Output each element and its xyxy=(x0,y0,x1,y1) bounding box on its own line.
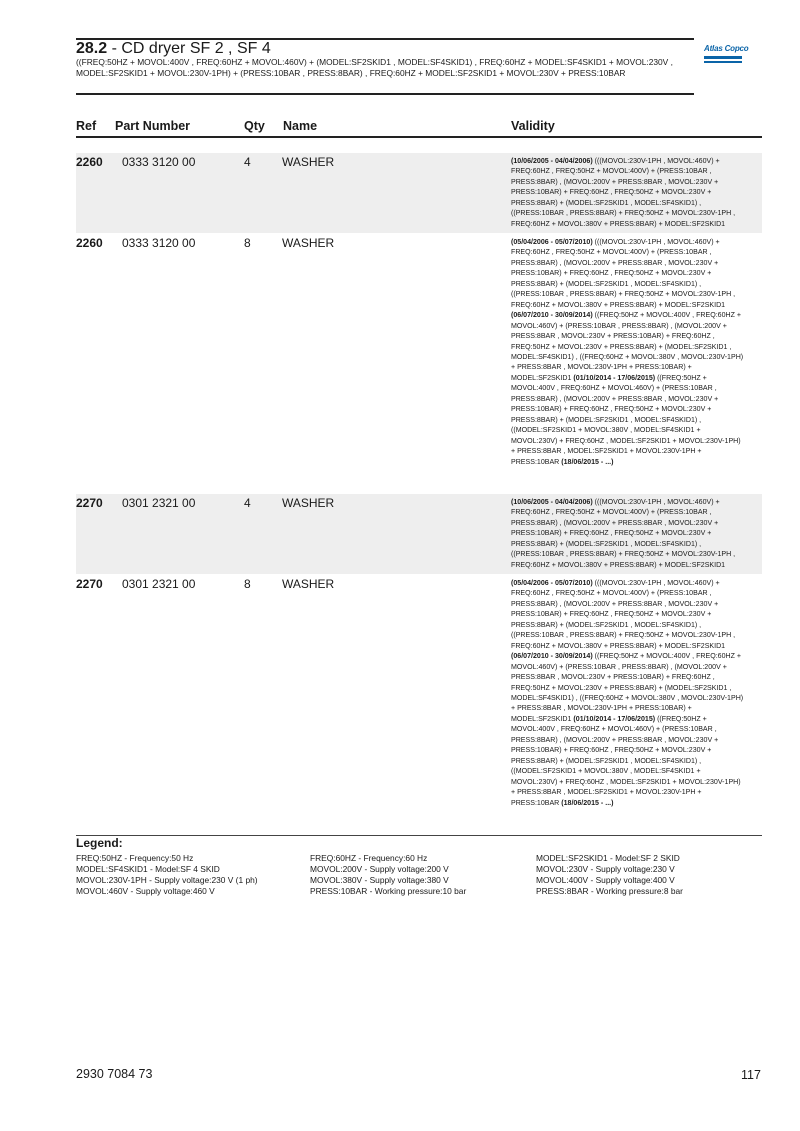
validity-condition: (((MOVOL:230V-1PH , MOVOL:460V) + FREQ:60HZ , FREQ:50HZ + MOVOL:400V) + (PRESS:10BAR , PRESS:8BAR) , (MOVOL:200V + PRESS:8BAR , MOVOL:230V + PRESS:10BAR) + FREQ:60HZ , FREQ:50HZ + MOVOL:230V + PRESS:8BAR) + (MODEL:SF2SKID1 , MODEL:SF4SKID1) , ((PRESS:10BAR , PRESS:8BAR) + FREQ:50HZ + MOVOL:230V-1PH , FREQ:60HZ + MOVOL:380V + PRESS:8BAR) + MODEL:SF2SKID1 xyxy=(511,156,736,228)
validity-condition: ((FREQ:50HZ + MOVOL:400V , FREQ:60HZ + MOVOL:460V) + (PRESS:10BAR , PRESS:8BAR) , (MOVOL:200V + PRESS:8BAR , MOVOL:230V + PRESS:10BAR) + FREQ:60HZ , FREQ:50HZ + MOVOL:230V + PRESS:8BAR) + (MODEL:SF2SKID1 , MODEL:SF4SKID1) , ((FREQ:60HZ + MOVOL:380V , MOVOL:230V-1PH) + PRESS:8BAR , MOVOL:230V-1PH + PRESS:10BAR) + MODEL:SF2SKID1 xyxy=(511,651,744,723)
validity-condition: (((MOVOL:230V-1PH , MOVOL:460V) + FREQ:60HZ , FREQ:50HZ + MOVOL:400V) + (PRESS:10BAR , PRESS:8BAR) , (MOVOL:200V + PRESS:8BAR , MOVOL:230V + PRESS:10BAR) + FREQ:60HZ , FREQ:50HZ + MOVOL:230V + PRESS:8BAR) + (MODEL:SF2SKID1 , MODEL:SF4SKID1) , ((PRESS:10BAR , PRESS:8BAR) + FREQ:50HZ + MOVOL:230V-1PH , FREQ:60HZ + MOVOL:380V + PRESS:8BAR) + MODEL:SF2SKID1 xyxy=(511,497,736,569)
col-header-qty: Qty xyxy=(244,119,265,133)
validity-segment xyxy=(511,497,735,569)
col-header-ref: Ref xyxy=(76,119,97,133)
row-part-number: 0333 3120 00 xyxy=(122,155,196,169)
row-qty: 4 xyxy=(244,496,251,510)
col-header-validity: Validity xyxy=(511,119,555,133)
legend-item: PRESS:10BAR - Working pressure:10 bar xyxy=(310,886,467,896)
validity-segment xyxy=(511,156,735,228)
page-title xyxy=(76,39,271,58)
page-subtitle: ((FREQ:50HZ + MOVOL:400V , FREQ:60HZ + MOVOL:460V) + (MODEL:SF2SKID1 , MODEL:SF4SKID1) , FREQ:60HZ + MODEL:SF4SKID1 + MOVOL:230V , MODEL:SF2SKID1 + MOVOL:230V-1PH) + (PRESS:10BAR , PRESS:8BAR) , FREQ:60HZ + MODEL:SF2SKID1 + MOVOL:230V + PRESS:10BAR xyxy=(76,57,673,78)
legend-item: MOVOL:380V - Supply voltage:380 V xyxy=(310,875,449,885)
validity-date-range: (10/06/2005 - 04/04/2006) xyxy=(511,497,593,506)
page-number: 117 xyxy=(741,1068,761,1082)
validity-segment xyxy=(511,373,741,466)
row-ref: 2270 xyxy=(76,577,103,591)
validity-segment xyxy=(561,457,613,466)
col-header-part-number: Part Number xyxy=(115,119,191,133)
table-row xyxy=(76,153,762,233)
validity-date-range: (01/10/2014 - 17/06/2015) xyxy=(573,372,656,382)
table-row xyxy=(76,575,762,835)
table-row xyxy=(76,234,762,493)
row-ref: 2260 xyxy=(76,155,103,169)
validity-segment xyxy=(511,578,735,650)
row-qty: 4 xyxy=(244,155,251,169)
section-title: - CD dryer SF 2 , SF 4 xyxy=(107,40,271,57)
legend-title: Legend: xyxy=(76,836,123,850)
validity-date-range: (05/04/2006 - 05/07/2010) xyxy=(511,237,593,246)
validity-date-range: (10/06/2005 - 04/04/2006) xyxy=(511,156,593,165)
row-qty: 8 xyxy=(244,577,251,591)
header-bottom-rule xyxy=(76,93,694,95)
document-number: 2930 7084 73 xyxy=(76,1067,153,1081)
logo-bar xyxy=(704,56,742,59)
validity-segment xyxy=(511,651,743,723)
validity-segment xyxy=(511,237,735,309)
legend-item: MOVOL:400V - Supply voltage:400 V xyxy=(536,875,675,885)
legend-item: MOVOL:200V - Supply voltage:200 V xyxy=(310,864,449,874)
validity-segment xyxy=(511,714,741,807)
legend-item: MODEL:SF4SKID1 - Model:SF 4 SKID xyxy=(76,864,220,874)
validity-condition: (((MOVOL:230V-1PH , MOVOL:460V) + FREQ:60HZ , FREQ:50HZ + MOVOL:400V) + (PRESS:10BAR , PRESS:8BAR) , (MOVOL:200V + PRESS:8BAR , MOVOL:230V + PRESS:10BAR) + FREQ:60HZ , FREQ:50HZ + MOVOL:230V + PRESS:8BAR) + (MODEL:SF2SKID1 , MODEL:SF4SKID1) , ((PRESS:10BAR , PRESS:8BAR) + FREQ:50HZ + MOVOL:230V-1PH , FREQ:60HZ + MOVOL:380V + PRESS:8BAR) + MODEL:SF2SKID1 xyxy=(511,237,736,309)
row-part-number: 0301 2321 00 xyxy=(122,496,196,510)
validity-date-range: (06/07/2010 - 30/09/2014) xyxy=(511,651,593,661)
legend-item: FREQ:50HZ - Frequency:50 Hz xyxy=(76,853,194,863)
section-number: 28.2 xyxy=(76,40,108,57)
row-part-number: 0301 2321 00 xyxy=(122,577,196,591)
table-header-rule xyxy=(76,136,762,138)
validity-condition: ((FREQ:50HZ + MOVOL:400V , FREQ:60HZ + MOVOL:460V) + (PRESS:10BAR , PRESS:8BAR) , (MOVOL:200V + PRESS:8BAR , MOVOL:230V + PRESS:10BAR) + FREQ:60HZ , FREQ:50HZ + MOVOL:230V + PRESS:8BAR) + (MODEL:SF2SKID1 , MODEL:SF4SKID1) , ((MODEL:SF2SKID1 + MOVOL:380V , MODEL:SF4SKID1 + MOVOL:230V) + FREQ:60HZ , MODEL:SF2SKID1 + MOVOL:230V-1PH) + PRESS:8BAR , MODEL:SF2SKID1 + MOVOL:230V-1PH + PRESS:10BAR xyxy=(511,372,741,466)
legend-item: MOVOL:230V-1PH - Supply voltage:230 V (1 ph) xyxy=(76,875,258,885)
row-qty: 8 xyxy=(244,236,251,250)
validity-condition: (((MOVOL:230V-1PH , MOVOL:460V) + FREQ:60HZ , FREQ:50HZ + MOVOL:400V) + (PRESS:10BAR , PRESS:8BAR) , (MOVOL:200V + PRESS:8BAR , MOVOL:230V + PRESS:10BAR) + FREQ:60HZ , FREQ:50HZ + MOVOL:230V + PRESS:8BAR) + (MODEL:SF2SKID1 , MODEL:SF4SKID1) , ((PRESS:10BAR , PRESS:8BAR) + FREQ:50HZ + MOVOL:230V-1PH , FREQ:60HZ + MOVOL:380V + PRESS:8BAR) + MODEL:SF2SKID1 xyxy=(511,578,736,650)
legend-item: MOVOL:460V - Supply voltage:460 V xyxy=(76,886,215,896)
table-end-rule xyxy=(76,835,762,836)
validity-date-range: (05/04/2006 - 05/07/2010) xyxy=(511,578,593,587)
validity-date-range: (18/06/2015 - ...) xyxy=(561,456,614,466)
row-validity xyxy=(511,237,744,467)
row-name: WASHER xyxy=(282,577,335,591)
logo-text: Atlas Copco xyxy=(704,44,749,53)
legend-item: MOVOL:230V - Supply voltage:230 V xyxy=(536,864,675,874)
logo-bar xyxy=(704,61,742,63)
validity-date-range: (06/07/2010 - 30/09/2014) xyxy=(511,310,593,320)
atlas-copco-logo xyxy=(704,44,749,68)
legend-item: PRESS:8BAR - Working pressure:8 bar xyxy=(536,886,683,896)
row-validity xyxy=(511,156,744,229)
row-validity xyxy=(511,578,744,808)
validity-date-range: (18/06/2015 - ...) xyxy=(561,797,614,807)
validity-segment xyxy=(561,798,613,807)
row-name: WASHER xyxy=(282,236,335,250)
legend-item: FREQ:60HZ - Frequency:60 Hz xyxy=(310,853,428,863)
row-validity xyxy=(511,497,744,570)
col-header-name: Name xyxy=(283,119,318,133)
validity-condition: ((FREQ:50HZ + MOVOL:400V , FREQ:60HZ + MOVOL:460V) + (PRESS:10BAR , PRESS:8BAR) , (MOVOL:200V + PRESS:8BAR , MOVOL:230V + PRESS:10BAR) + FREQ:60HZ , FREQ:50HZ + MOVOL:230V + PRESS:8BAR) + (MODEL:SF2SKID1 , MODEL:SF4SKID1) , ((MODEL:SF2SKID1 + MOVOL:380V , MODEL:SF4SKID1 + MOVOL:230V) + FREQ:60HZ , MODEL:SF2SKID1 + MOVOL:230V-1PH) + PRESS:8BAR , MODEL:SF2SKID1 + MOVOL:230V-1PH + PRESS:10BAR xyxy=(511,713,741,807)
row-name: WASHER xyxy=(282,155,335,169)
row-part-number: 0333 3120 00 xyxy=(122,236,196,250)
table-row xyxy=(76,494,762,574)
row-name: WASHER xyxy=(282,496,335,510)
validity-segment xyxy=(511,310,743,382)
row-ref: 2270 xyxy=(76,496,103,510)
validity-condition: ((FREQ:50HZ + MOVOL:400V , FREQ:60HZ + MOVOL:460V) + (PRESS:10BAR , PRESS:8BAR) , (MOVOL:200V + PRESS:8BAR , MOVOL:230V + PRESS:10BAR) + FREQ:60HZ , FREQ:50HZ + MOVOL:230V + PRESS:8BAR) + (MODEL:SF2SKID1 , MODEL:SF4SKID1) , ((FREQ:60HZ + MOVOL:380V , MOVOL:230V-1PH) + PRESS:8BAR , MOVOL:230V-1PH + PRESS:10BAR) + MODEL:SF2SKID1 xyxy=(511,310,744,382)
legend-item: MODEL:SF2SKID1 - Model:SF 2 SKID xyxy=(536,853,680,863)
validity-date-range: (01/10/2014 - 17/06/2015) xyxy=(573,713,656,723)
row-ref: 2260 xyxy=(76,236,103,250)
